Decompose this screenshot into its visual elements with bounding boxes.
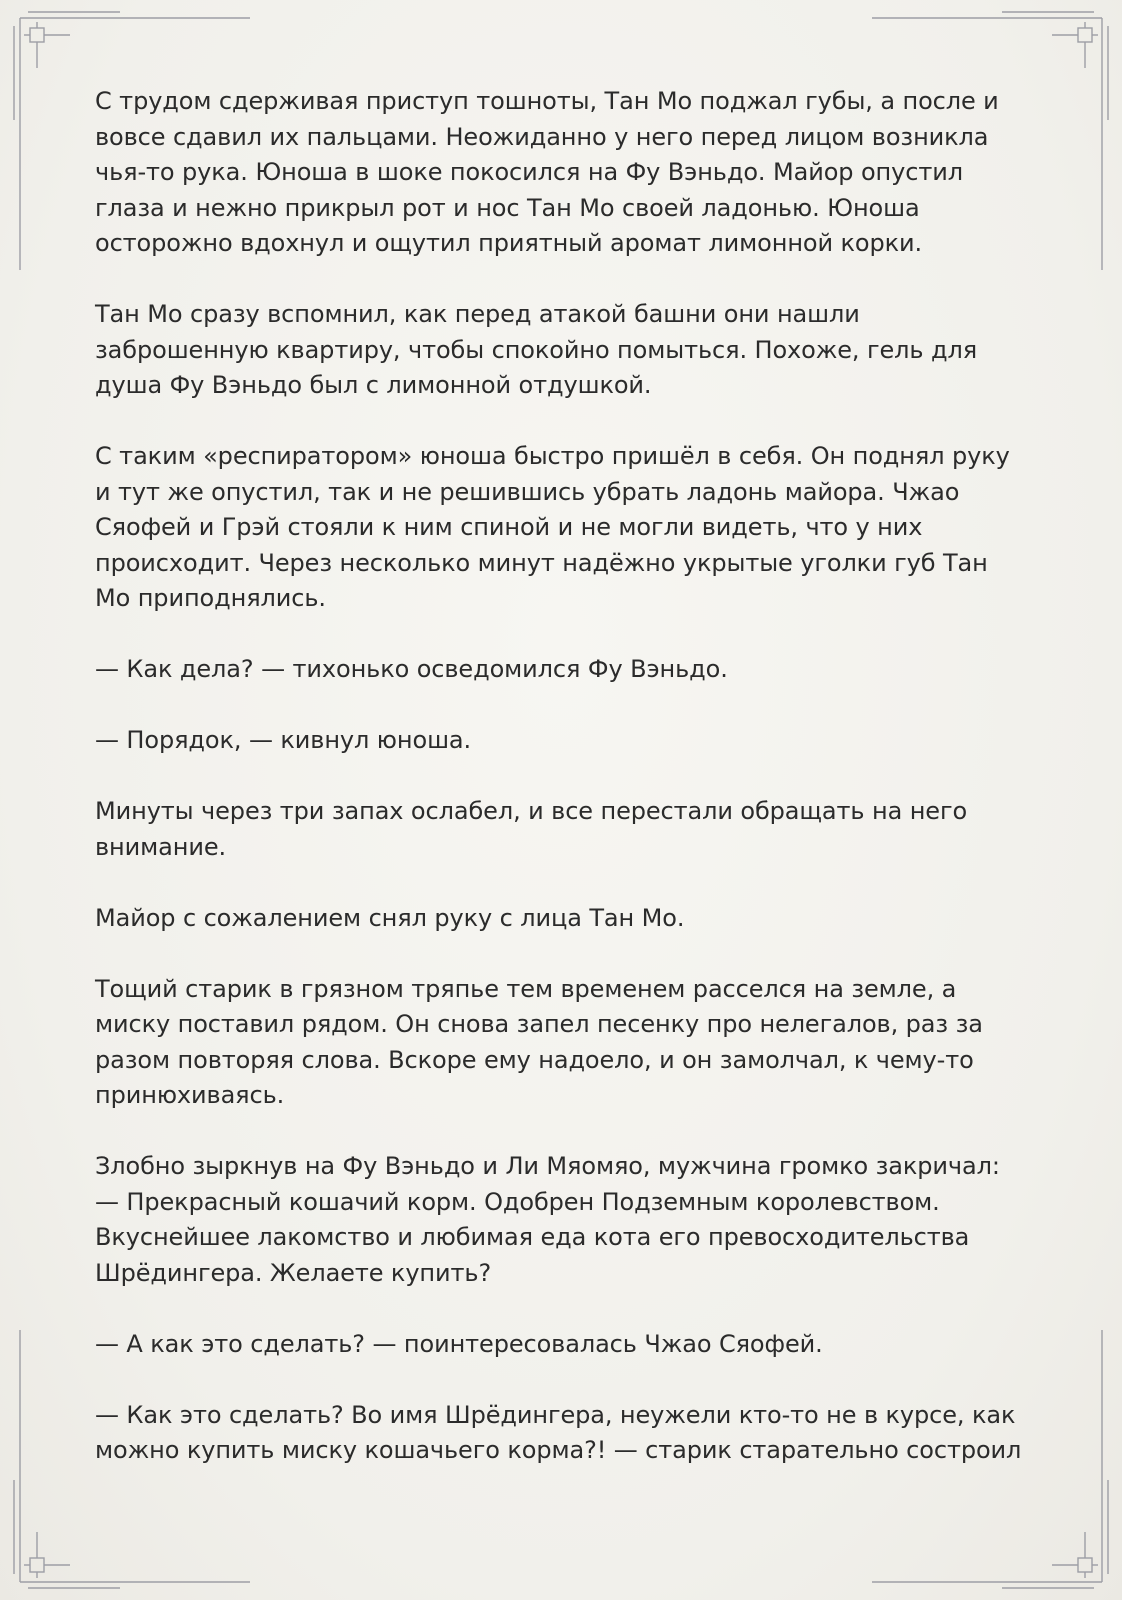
dialogue-line: — Прекрасный кошачий корм. Одобрен Подземным королевством. Вкуснейшее лакомство и любимая еда кота его превосходительства Шрёдингера. Желаете купить?: [95, 1187, 970, 1287]
paragraph: С таким «респиратором» юноша быстро пришёл в себя. Он поднял руку и тут же опустил, так и не решившись убрать ладонь майора. Чжао Сяофей и Грэй стояли к ним спиной и не могли видеть, что у них происходит. Через несколько минут надёжно укрытые уголки губ Тан Мо приподнялись.: [95, 442, 1010, 612]
document-body: [95, 84, 1025, 1469]
dialogue-line: — Как дела? — тихонько осведомился Фу Вэньдо.: [95, 655, 728, 683]
paragraph: Злобно зыркнув на Фу Вэньдо и Ли Мяомяо, мужчина громко закричал:: [95, 1152, 1000, 1180]
dialogue-line: — А как это сделать? — поинтересовалась Чжао Сяофей.: [95, 1329, 823, 1358]
paragraph: С трудом сдерживая приступ тошноты, Тан Мо поджал губы, а после и вовсе сдавил их пальцами. Неожиданно у него перед лицом возникла чья-то рука. Юноша в шоке покосился на Фу Вэньдо. Майор опустил глаза и нежно прикрыл рот и нос Тан Мо своей ладонью. Юноша осторожно вдохнул и ощутил приятный аромат лимонной корки.: [95, 87, 999, 257]
paragraph: Минуты через три запах ослабел, и все перестали обращать на него внимание.: [95, 797, 968, 861]
dialogue-line: — Как это сделать? Во имя Шрёдингера, неужели кто-то не в курсе, как можно купить миску кошачьего корма?! — старик старательно состроил: [95, 1400, 1022, 1464]
dialogue-line: — Порядок, — кивнул юноша.: [95, 726, 472, 754]
paragraph: Майор с сожалением снял руку с лица Тан Мо.: [95, 903, 685, 932]
paragraph: Тан Мо сразу вспомнил, как перед атакой башни они нашли заброшенную квартиру, чтобы спокойно помыться. Похоже, гель для душа Фу Вэньдо был с лимонной отдушкой.: [95, 300, 978, 399]
paragraph: Тощий старик в грязном тряпье тем временем расселся на земле, а миску поставил рядом. Он снова запел песенку про нелегалов, раз за разом повторяя слова. Вскоре ему надоело, и он замолчал, к чему-то принюхиваясь.: [95, 974, 983, 1109]
